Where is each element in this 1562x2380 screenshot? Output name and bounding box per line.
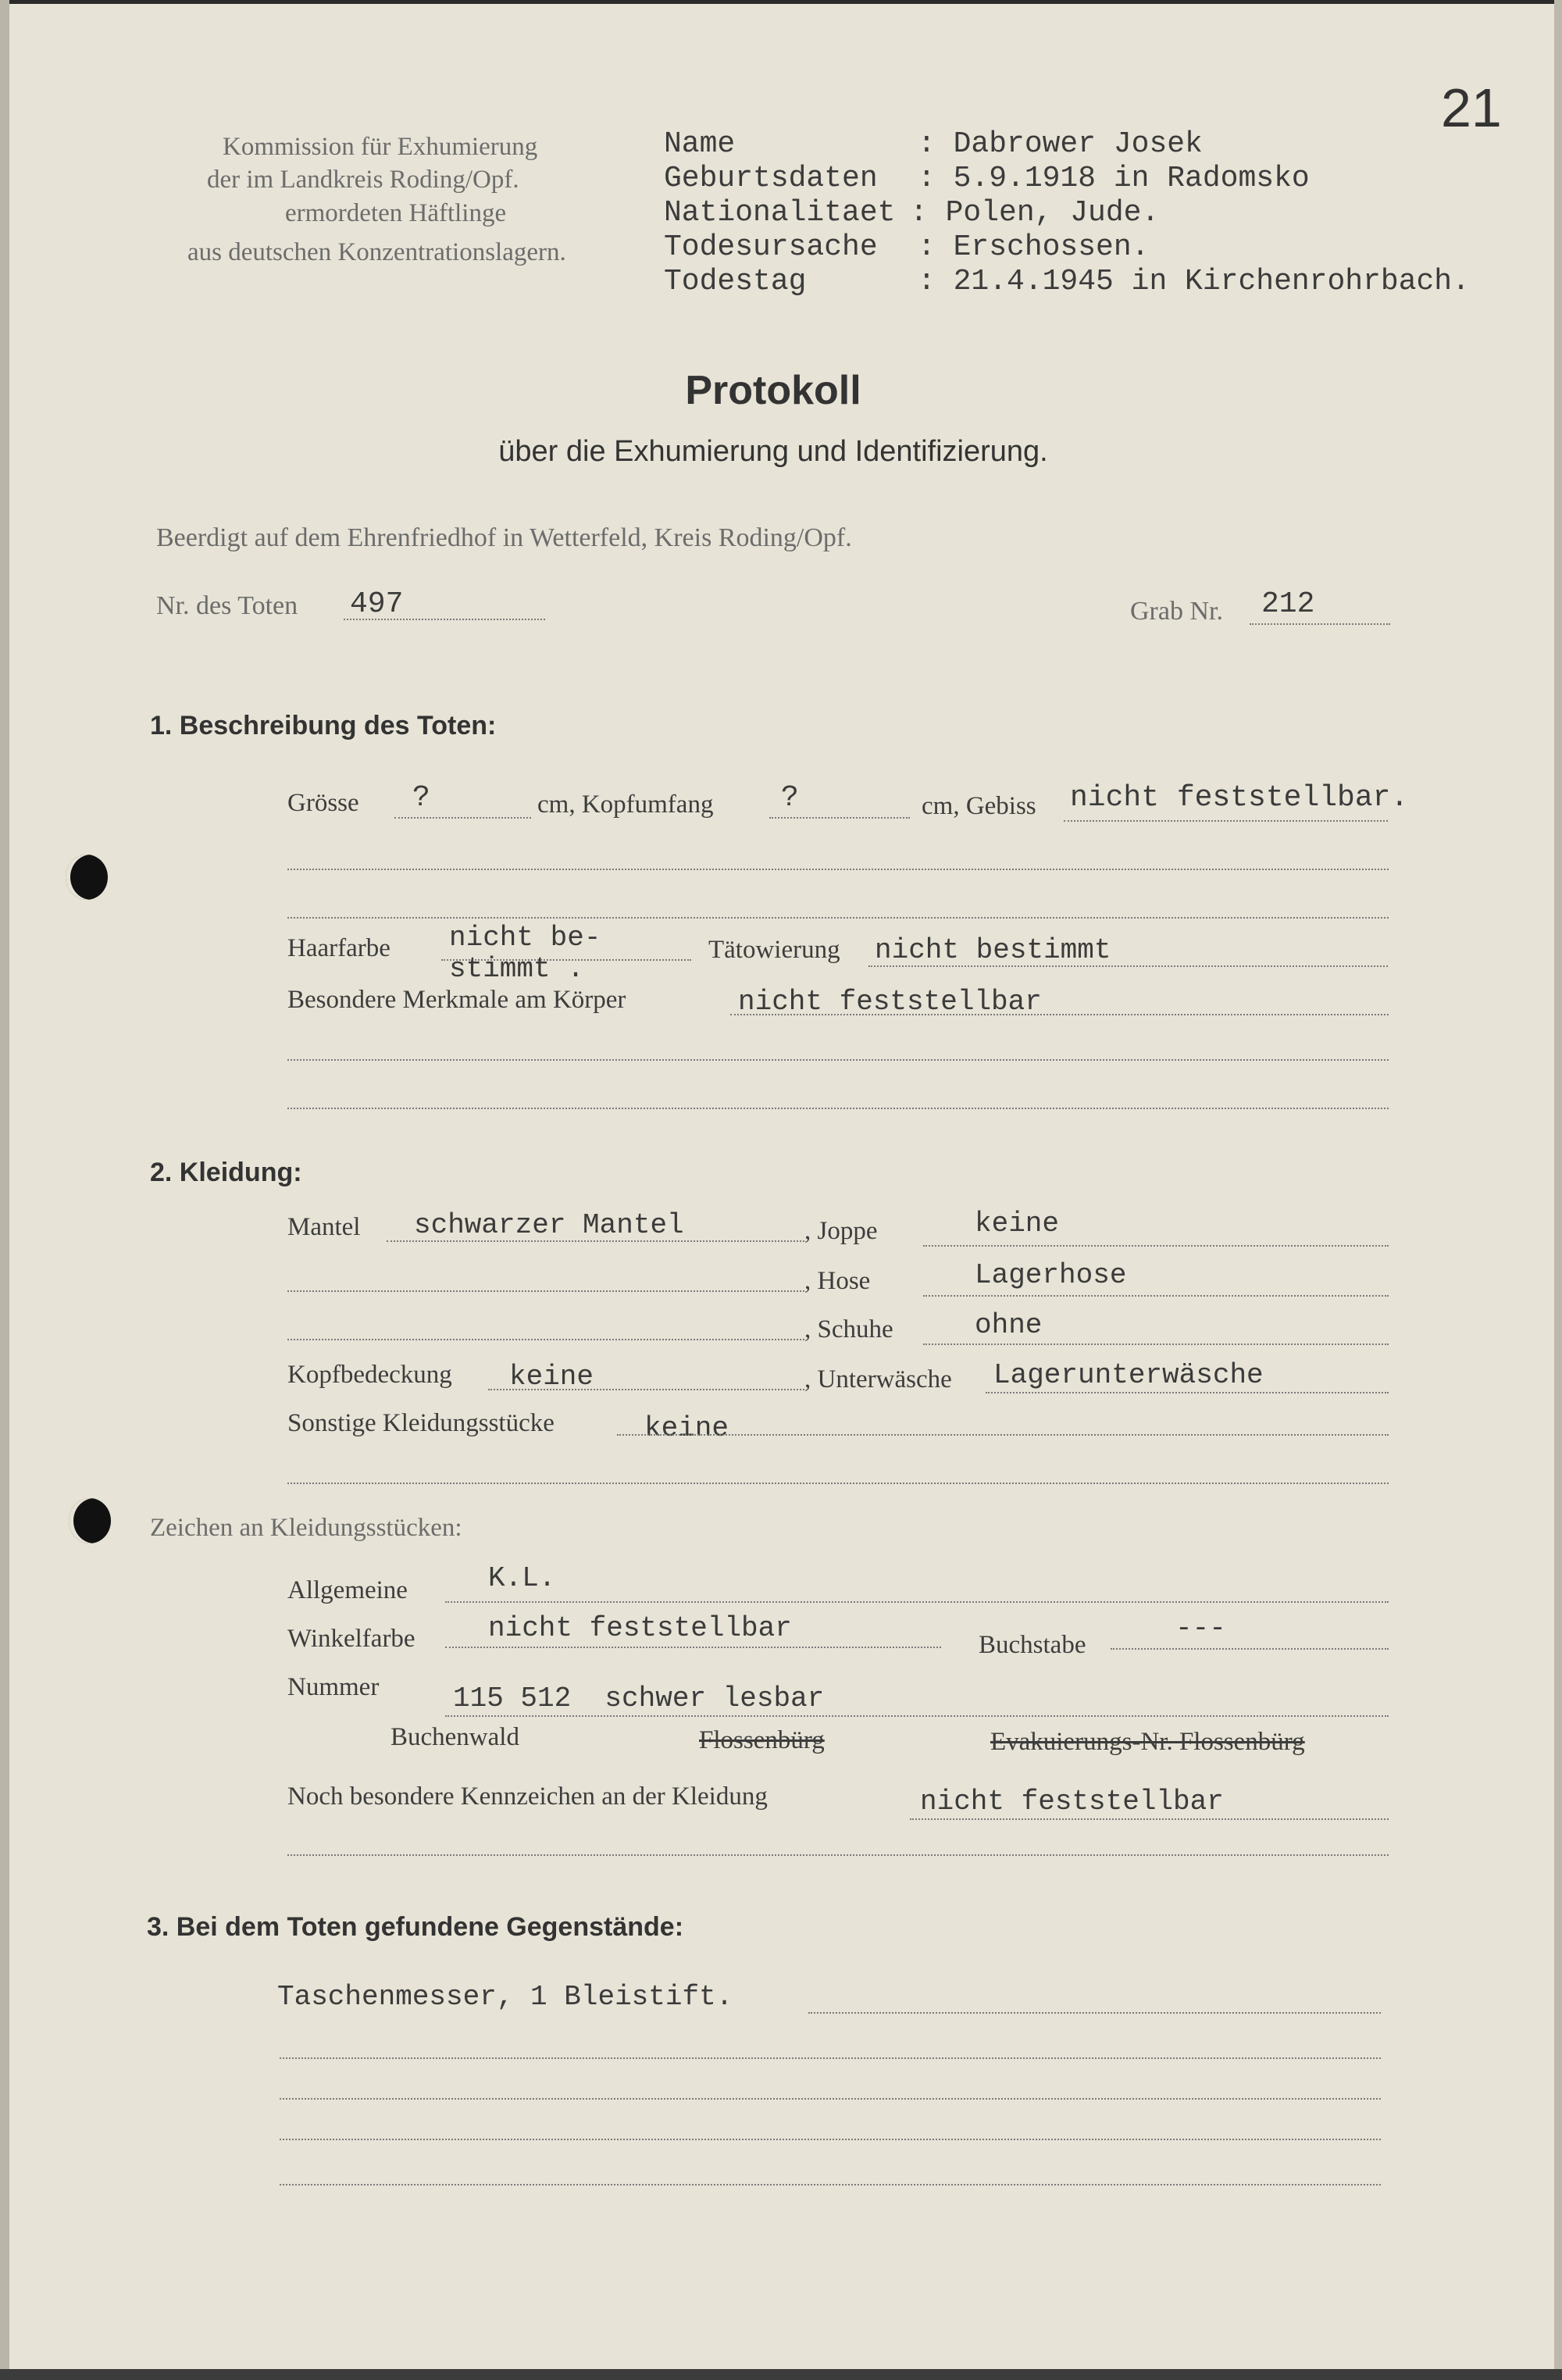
cause-label: Todesursache <box>664 230 878 264</box>
camp-flossenburg-struck: Flossenbürg <box>699 1726 825 1754</box>
shoes-value: ohne <box>975 1309 1043 1341</box>
jacket-value: keine <box>975 1208 1060 1240</box>
clothing-blank-1 <box>287 1290 804 1292</box>
marks-line-2 <box>287 1059 1389 1061</box>
angle-color-value: nicht feststellbar <box>488 1612 792 1644</box>
birth-label: Geburtsdaten <box>664 162 878 195</box>
commission-line-3: ermordeten Häftlinge <box>285 199 507 227</box>
name-value: : Dabrower Josek <box>918 127 1203 161</box>
punch-hole-upper <box>66 855 108 900</box>
other-clothing-value: keine <box>644 1412 729 1444</box>
letter-line <box>1111 1648 1389 1650</box>
underwear-label: , Unterwäsche <box>804 1365 952 1393</box>
cause-value: : Erschossen. <box>918 230 1150 264</box>
clothing-blank-2 <box>287 1339 804 1340</box>
hair-value-2: stimmt . <box>449 953 584 985</box>
found-items-line-1 <box>808 2012 1381 2014</box>
headwear-label: Kopfbedeckung <box>287 1361 452 1389</box>
section-1-heading: 1. Beschreibung des Toten: <box>150 711 497 740</box>
scan-edge-left <box>0 0 9 2380</box>
teeth-label: cm, Gebiss <box>922 792 1036 820</box>
headwear-line <box>488 1389 804 1390</box>
page-title: Protokoll <box>685 368 861 413</box>
coat-value: schwarzer Mantel <box>414 1209 684 1241</box>
commission-line-4: aus deutschen Konzentrationslagern. <box>187 238 566 266</box>
general-label: Allgemeine <box>287 1576 408 1604</box>
angle-color-line <box>445 1647 941 1648</box>
dead-number-line <box>344 619 545 620</box>
head-line <box>769 817 910 819</box>
marks-value: nicht feststellbar <box>738 986 1042 1018</box>
coat-line <box>387 1240 804 1242</box>
teeth-value: nicht feststellbar. <box>1070 781 1409 815</box>
shoes-line <box>923 1343 1389 1345</box>
section-3-heading: 3. Bei dem Toten gefundene Gegenstände: <box>147 1912 684 1942</box>
birth-value: : 5.9.1918 in Radomsko <box>918 162 1310 195</box>
scan-edge-bottom <box>0 2369 1562 2380</box>
tattoo-line <box>868 965 1388 967</box>
trousers-value: Lagerhose <box>975 1259 1127 1291</box>
burial-text: Beerdigt auf dem Ehrenfriedhof in Wetterfeld, Kreis Roding/Opf. <box>156 523 852 552</box>
letter-value: --- <box>1175 1612 1226 1644</box>
angle-color-label: Winkelfarbe <box>287 1625 415 1653</box>
other-clothing-label: Sonstige Kleidungsstücke <box>287 1409 555 1437</box>
death-label: Todestag <box>664 265 807 298</box>
special-marks-line-2 <box>287 1854 1389 1856</box>
headwear-value: keine <box>509 1361 594 1393</box>
scan-edge-top <box>0 0 1562 4</box>
coat-label: Mantel <box>287 1213 361 1241</box>
found-items-line-2 <box>280 2057 1381 2059</box>
tattoo-label: Tätowierung <box>708 936 840 964</box>
teeth-line <box>1064 820 1388 822</box>
tattoo-value: nicht bestimmt <box>875 934 1111 966</box>
page-subtitle: über die Exhumierung und Identifizierung. <box>498 435 1048 468</box>
clothing-blank-3 <box>287 1483 1389 1484</box>
commission-line-2: der im Landkreis Roding/Opf. <box>207 166 519 194</box>
marks-line-3 <box>287 1108 1389 1109</box>
number-value: 115 512 schwer lesbar <box>453 1682 825 1715</box>
jacket-label: , Joppe <box>804 1217 878 1245</box>
shoes-label: , Schuhe <box>804 1315 893 1343</box>
special-marks-line <box>910 1818 1389 1820</box>
description-line-2 <box>287 917 1389 919</box>
grave-value: 212 <box>1261 587 1315 621</box>
marks-line <box>730 1014 1389 1015</box>
number-label: Nummer <box>287 1673 380 1701</box>
height-label: Grösse <box>287 789 359 817</box>
other-clothing-line <box>617 1434 1389 1436</box>
evacuation-number-struck: Evakuierungs-Nr. Flossenbürg <box>990 1728 1305 1756</box>
underwear-value: Lagerunterwäsche <box>993 1359 1264 1391</box>
dead-number-label: Nr. des Toten <box>156 591 298 620</box>
number-line <box>445 1715 1389 1717</box>
punch-hole-lower <box>69 1498 111 1543</box>
height-value: ? <box>412 781 430 815</box>
name-label: Name <box>664 127 736 161</box>
head-value: ? <box>781 781 799 815</box>
dead-number-value: 497 <box>350 587 404 621</box>
letter-label: Buchstabe <box>979 1631 1086 1659</box>
special-marks-value: nicht feststellbar <box>920 1786 1224 1818</box>
found-items-value: Taschenmesser, 1 Bleistift. <box>277 1981 733 2013</box>
description-line-1 <box>287 869 1389 870</box>
grave-label: Grab Nr. <box>1130 597 1223 626</box>
grave-line <box>1250 623 1390 625</box>
found-items-line-4 <box>280 2139 1381 2140</box>
section-2-heading: 2. Kleidung: <box>150 1158 302 1187</box>
hair-value-1: nicht be- <box>449 922 601 954</box>
jacket-line <box>923 1245 1389 1247</box>
trousers-label: , Hose <box>804 1267 871 1295</box>
hair-label: Haarfarbe <box>287 934 390 962</box>
head-label: cm, Kopfumfang <box>537 790 714 819</box>
trousers-line <box>923 1295 1389 1297</box>
underwear-line <box>986 1392 1389 1393</box>
found-items-line-5 <box>280 2184 1381 2186</box>
marks-label: Besondere Merkmale am Körper <box>287 986 626 1014</box>
special-marks-label: Noch besondere Kennzeichen an der Kleidung <box>287 1782 768 1811</box>
page-number: 21 <box>1441 77 1502 138</box>
height-line <box>394 817 531 819</box>
commission-line-1: Kommission für Exhumierung <box>223 133 538 161</box>
nationality-label: Nationalitaet <box>664 196 896 230</box>
general-line <box>445 1601 1389 1603</box>
death-value: : 21.4.1945 in Kirchenrohrbach. <box>918 265 1470 298</box>
camp-buchenwald: Buchenwald <box>390 1723 519 1751</box>
general-value: K.L. <box>488 1562 556 1594</box>
nationality-value: : Polen, Jude. <box>910 196 1160 230</box>
found-items-line-3 <box>280 2098 1381 2100</box>
marks-heading: Zeichen an Kleidungsstücken: <box>150 1514 462 1542</box>
scan-edge-right <box>1554 0 1562 2380</box>
